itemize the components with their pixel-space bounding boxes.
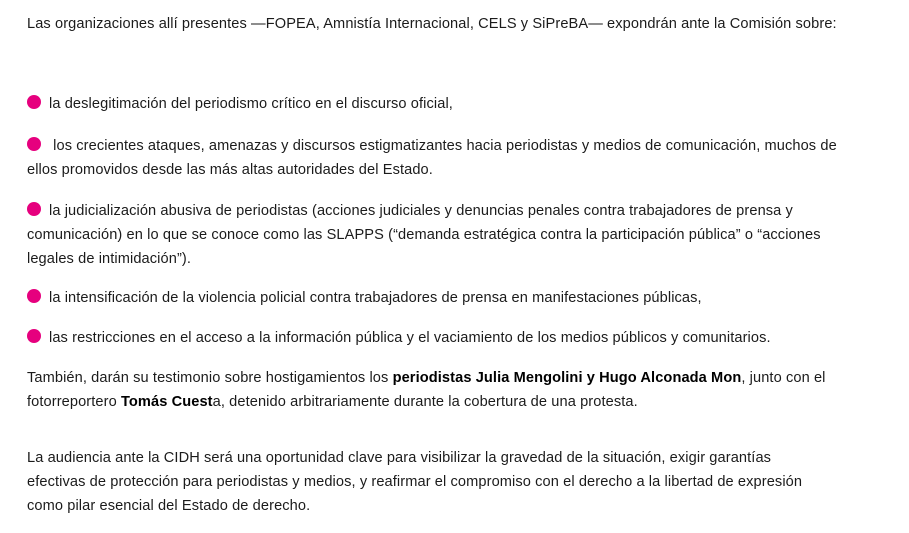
bullet-dot-icon	[27, 137, 41, 151]
journalists-names: periodistas Julia Mengolini y Hugo Alconada Mon	[392, 370, 742, 386]
list-item-text: las restricciones en el acceso a la información pública y el vaciamiento de los medios públicos y comunitarios.	[49, 330, 771, 346]
list-item	[27, 199, 837, 271]
list-item-text: la deslegitimación del periodismo crítico en el discurso oficial,	[49, 96, 453, 112]
photographer-name: Tomás Cuest	[120, 394, 213, 410]
bullet-dot-icon	[27, 289, 41, 303]
list-item-text: los crecientes ataques, amenazas y discursos estigmatizantes hacia periodistas y medios de comunicación, muchos de ellos promovidos desde las más altas autoridades del Estado.	[27, 138, 837, 178]
bullet-dot-icon	[27, 202, 41, 216]
list-item	[27, 326, 837, 350]
bullet-dot-icon	[27, 329, 41, 343]
bullet-dot-icon	[27, 95, 41, 109]
list-item-text: la judicialización abusiva de periodistas (acciones judiciales y denuncias penales contra trabajadores de prensa y comunicación) en lo que se conoce como las SLAPPS (“demanda estratégica contra la participación pública” o “acciones legales de intimidación”).	[27, 203, 821, 267]
testimony-paragraph: También, darán su testimonio sobre hostigamientos los periodistas Julia Mengolini y Hugo Alconada Mon, junto con el fotorreportero Tomás Cuesta, detenido arbitrariamente durante la cobertura de una protesta.	[27, 370, 826, 410]
intro-paragraph: Las organizaciones allí presentes —FOPEA, Amnistía Internacional, CELS y SiPreBA— expondrán ante la Comisión sobre:	[27, 16, 837, 32]
list-item	[27, 92, 837, 116]
closing-paragraph: La audiencia ante la CIDH será una oportunidad clave para visibilizar la gravedad de la situación, exigir garantías efectivas de protección para periodistas y medios, y reafirmar el compromiso con el derecho a la libertad de expresión como pilar esencial del Estado de derecho.	[27, 450, 803, 514]
list-item	[27, 134, 837, 182]
list-item	[27, 286, 837, 310]
list-item-text: la intensificación de la violencia policial contra trabajadores de prensa en manifestaciones públicas,	[49, 290, 702, 306]
